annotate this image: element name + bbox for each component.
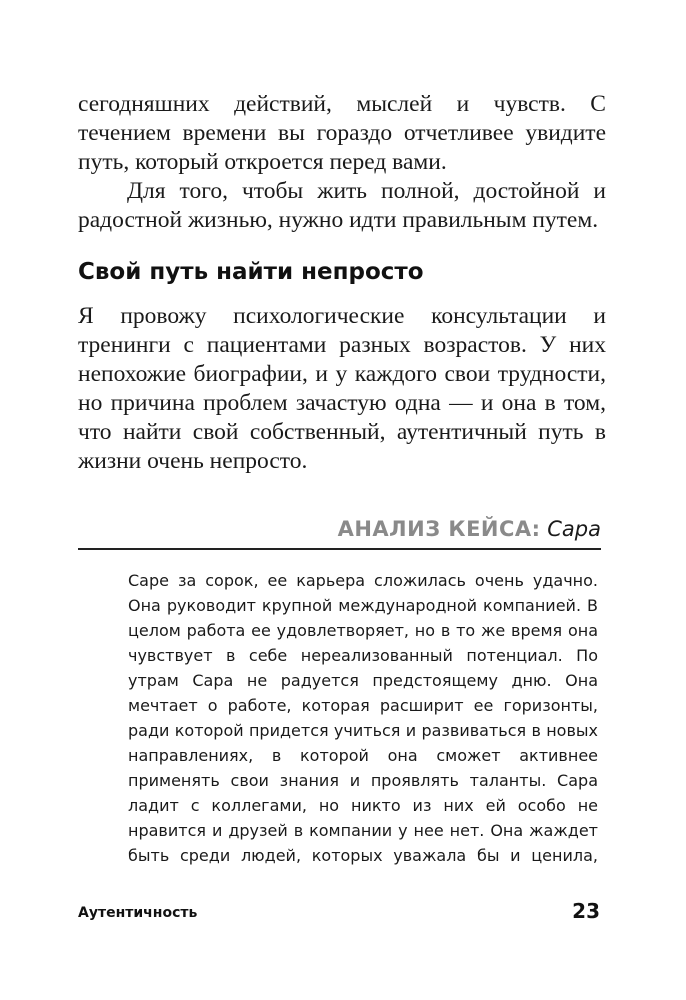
case-study-label: АНАЛИЗ КЕЙСА: — [337, 517, 541, 541]
intro-paragraph-2: Для того, чтобы жить полной, достойной и радостной жизнью, нужно идти правильным путем. — [78, 178, 606, 233]
running-footer-title: Аутентичность — [78, 905, 198, 921]
intro-paragraph-1: сегодняшних действий, мыслей и чувств. С течением времени вы гораздо отчетливее увидите путь, который откроется перед вами. — [78, 91, 606, 175]
case-study-name: Сара — [547, 517, 601, 541]
section-heading: Свой путь найти непросто — [78, 259, 424, 285]
case-divider-line — [78, 548, 601, 550]
case-study-header — [338, 516, 601, 542]
section-paragraph: Я провожу психологические консультации и тренинги с пациентами разных возрастов. У них непохожие биографии, и у каждого свои трудности, но причина проблем зачастую одна — и она в том, что найти свой собственный, аутентичный путь в жизни очень непросто. — [78, 303, 606, 474]
page-number: 23 — [572, 899, 600, 923]
intro-text — [78, 90, 606, 235]
case-study-text: Саре за сорок, ее карьера сложилась очень удачно. Она руководит крупной международной компанией. В целом работа ее удовлетворяет, но в то же время она чувствует в себе нереализованный потенциал. По утрам Сара не радуется предстоящему дню. Она мечтает о работе, которая расширит ее горизонты, ради которой придется учиться и развиваться в новых направлениях, в которой она сможет активнее применять свои знания и проявлять таланты. Сара ладит с коллегами, но никто из них ей особо не нравится и друзей в компании у нее нет. Она жаждет быть среди людей, которых уважала бы и ценила, — [128, 571, 598, 865]
